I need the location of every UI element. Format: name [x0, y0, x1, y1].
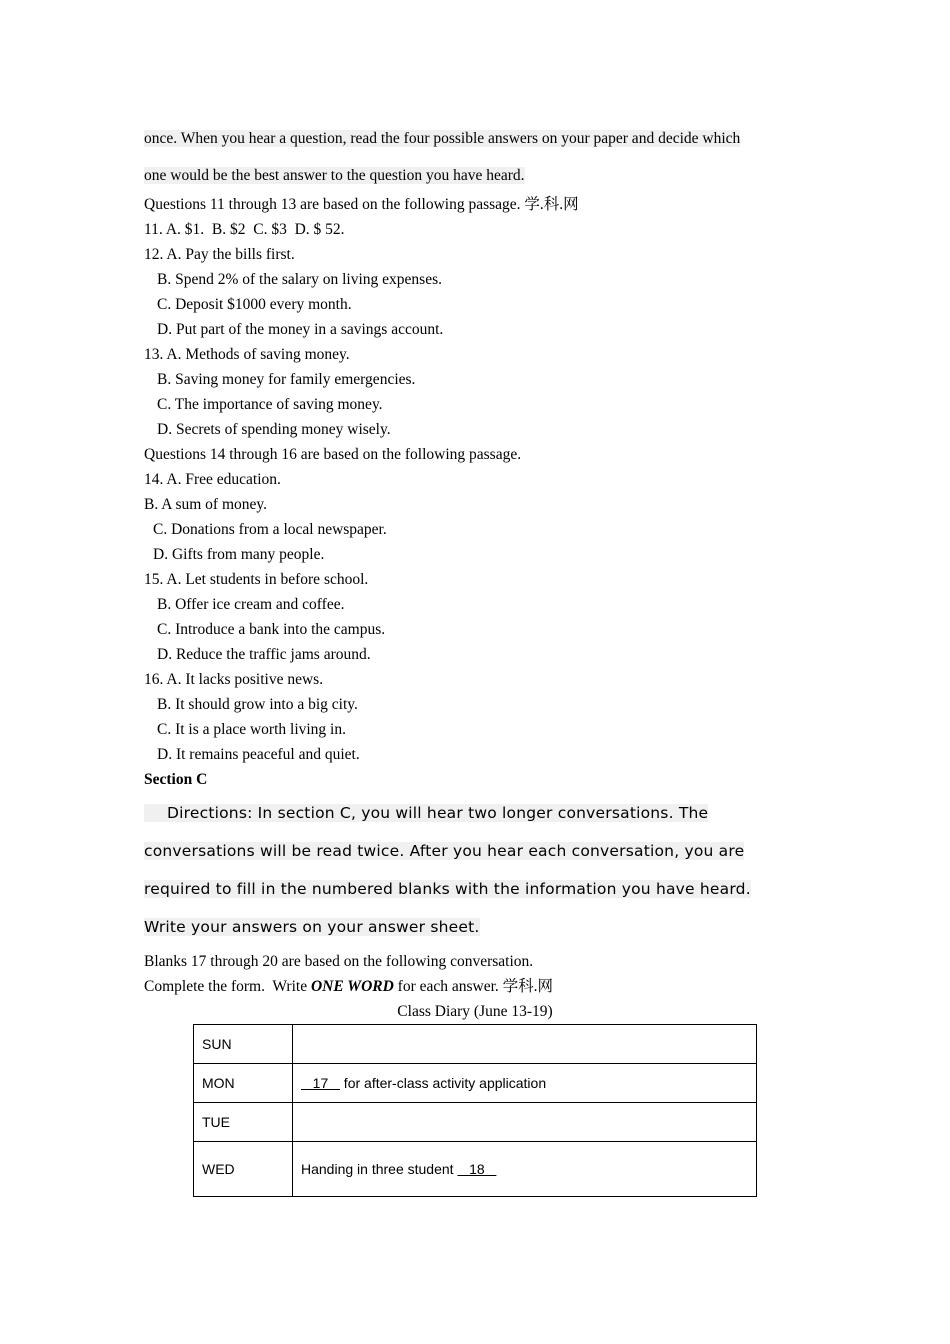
table-row [194, 1142, 757, 1197]
question-15-option-c: C. Introduce a bank into the campus. [157, 621, 386, 638]
question-12-option-b: B. Spend 2% of the salary on living expenses. [157, 271, 442, 288]
instruction-before: Complete the form. Write [144, 978, 311, 995]
class-diary-table [193, 1024, 757, 1197]
day-cell: WED [194, 1142, 293, 1197]
intro-line-2: one would be the best answer to the question you have heard. [144, 167, 525, 184]
question-12-option-c: C. Deposit $1000 every month. [157, 296, 352, 313]
directions-line-3: required to fill in the numbered blanks with the information you have heard. [144, 880, 751, 898]
answer-blank-18: 18 [457, 1161, 497, 1177]
question-12-option-a: 12. A. Pay the bills first. [144, 246, 295, 263]
question-16-option-b: B. It should grow into a big city. [157, 696, 358, 713]
question-13-option-c: C. The importance of saving money. [157, 396, 383, 413]
question-13-option-b: B. Saving money for family emergencies. [157, 371, 416, 388]
table-row [194, 1025, 757, 1064]
question-14-option-a: 14. A. Free education. [144, 471, 281, 488]
table-row [194, 1103, 757, 1142]
question-15-option-a: 15. A. Let students in before school. [144, 571, 369, 588]
passage2-intro: Questions 14 through 16 are based on the following passage. [144, 446, 522, 463]
passage1-intro: Questions 11 through 13 are based on the following passage. 学.科.网 [144, 196, 579, 213]
directions-line-4: Write your answers on your answer sheet. [144, 918, 480, 936]
section-c-directions [144, 794, 806, 946]
answer-blank-17: 17 [301, 1075, 340, 1091]
instruction-emphasis: ONE WORD [310, 978, 394, 995]
directions-line-1: Directions: In section C, you will hear two longer conversations. The [144, 804, 708, 822]
question-16-option-c: C. It is a place worth living in. [157, 721, 346, 738]
question-16-option-a: 16. A. It lacks positive news. [144, 671, 324, 688]
section-b-directions-continued [144, 120, 806, 194]
question-15-option-d: D. Reduce the traffic jams around. [157, 646, 371, 663]
complete-form-instruction [144, 974, 806, 999]
blanks-intro: Blanks 17 through 20 are based on the following conversation. [144, 953, 534, 970]
table-row [194, 1064, 757, 1103]
table-caption: Class Diary (June 13-19) [397, 1003, 553, 1020]
intro-line-1: once. When you hear a question, read the four possible answers on your paper and decide which [144, 130, 741, 147]
question-15-option-b: B. Offer ice cream and coffee. [157, 596, 345, 613]
day-cell: MON [194, 1064, 293, 1103]
day-cell: TUE [194, 1103, 293, 1142]
entry-cell [293, 1025, 757, 1064]
question-14-option-c: C. Donations from a local newspaper. [153, 521, 387, 538]
question-13-option-a: 13. A. Methods of saving money. [144, 346, 350, 363]
question-14-option-b: B. A sum of money. [144, 496, 268, 513]
question-14-option-d: D. Gifts from many people. [153, 546, 325, 563]
entry-cell: Handing in three student 18 [293, 1142, 757, 1197]
entry-cell: 17 for after-class activity application [293, 1064, 757, 1103]
directions-line-2: conversations will be read twice. After you hear each conversation, you are [144, 842, 745, 860]
instruction-after: for each answer. 学科.网 [393, 978, 554, 995]
day-cell: SUN [194, 1025, 293, 1064]
document-page [144, 120, 806, 1177]
question-12-option-d: D. Put part of the money in a savings account. [157, 321, 444, 338]
section-c-heading: Section C [144, 771, 208, 788]
question-16-option-d: D. It remains peaceful and quiet. [157, 746, 360, 763]
question-13-option-d: D. Secrets of spending money wisely. [157, 421, 391, 438]
question-11: 11. A. $1. B. $2 C. $3 D. $ 52. [144, 221, 345, 238]
entry-cell [293, 1103, 757, 1142]
